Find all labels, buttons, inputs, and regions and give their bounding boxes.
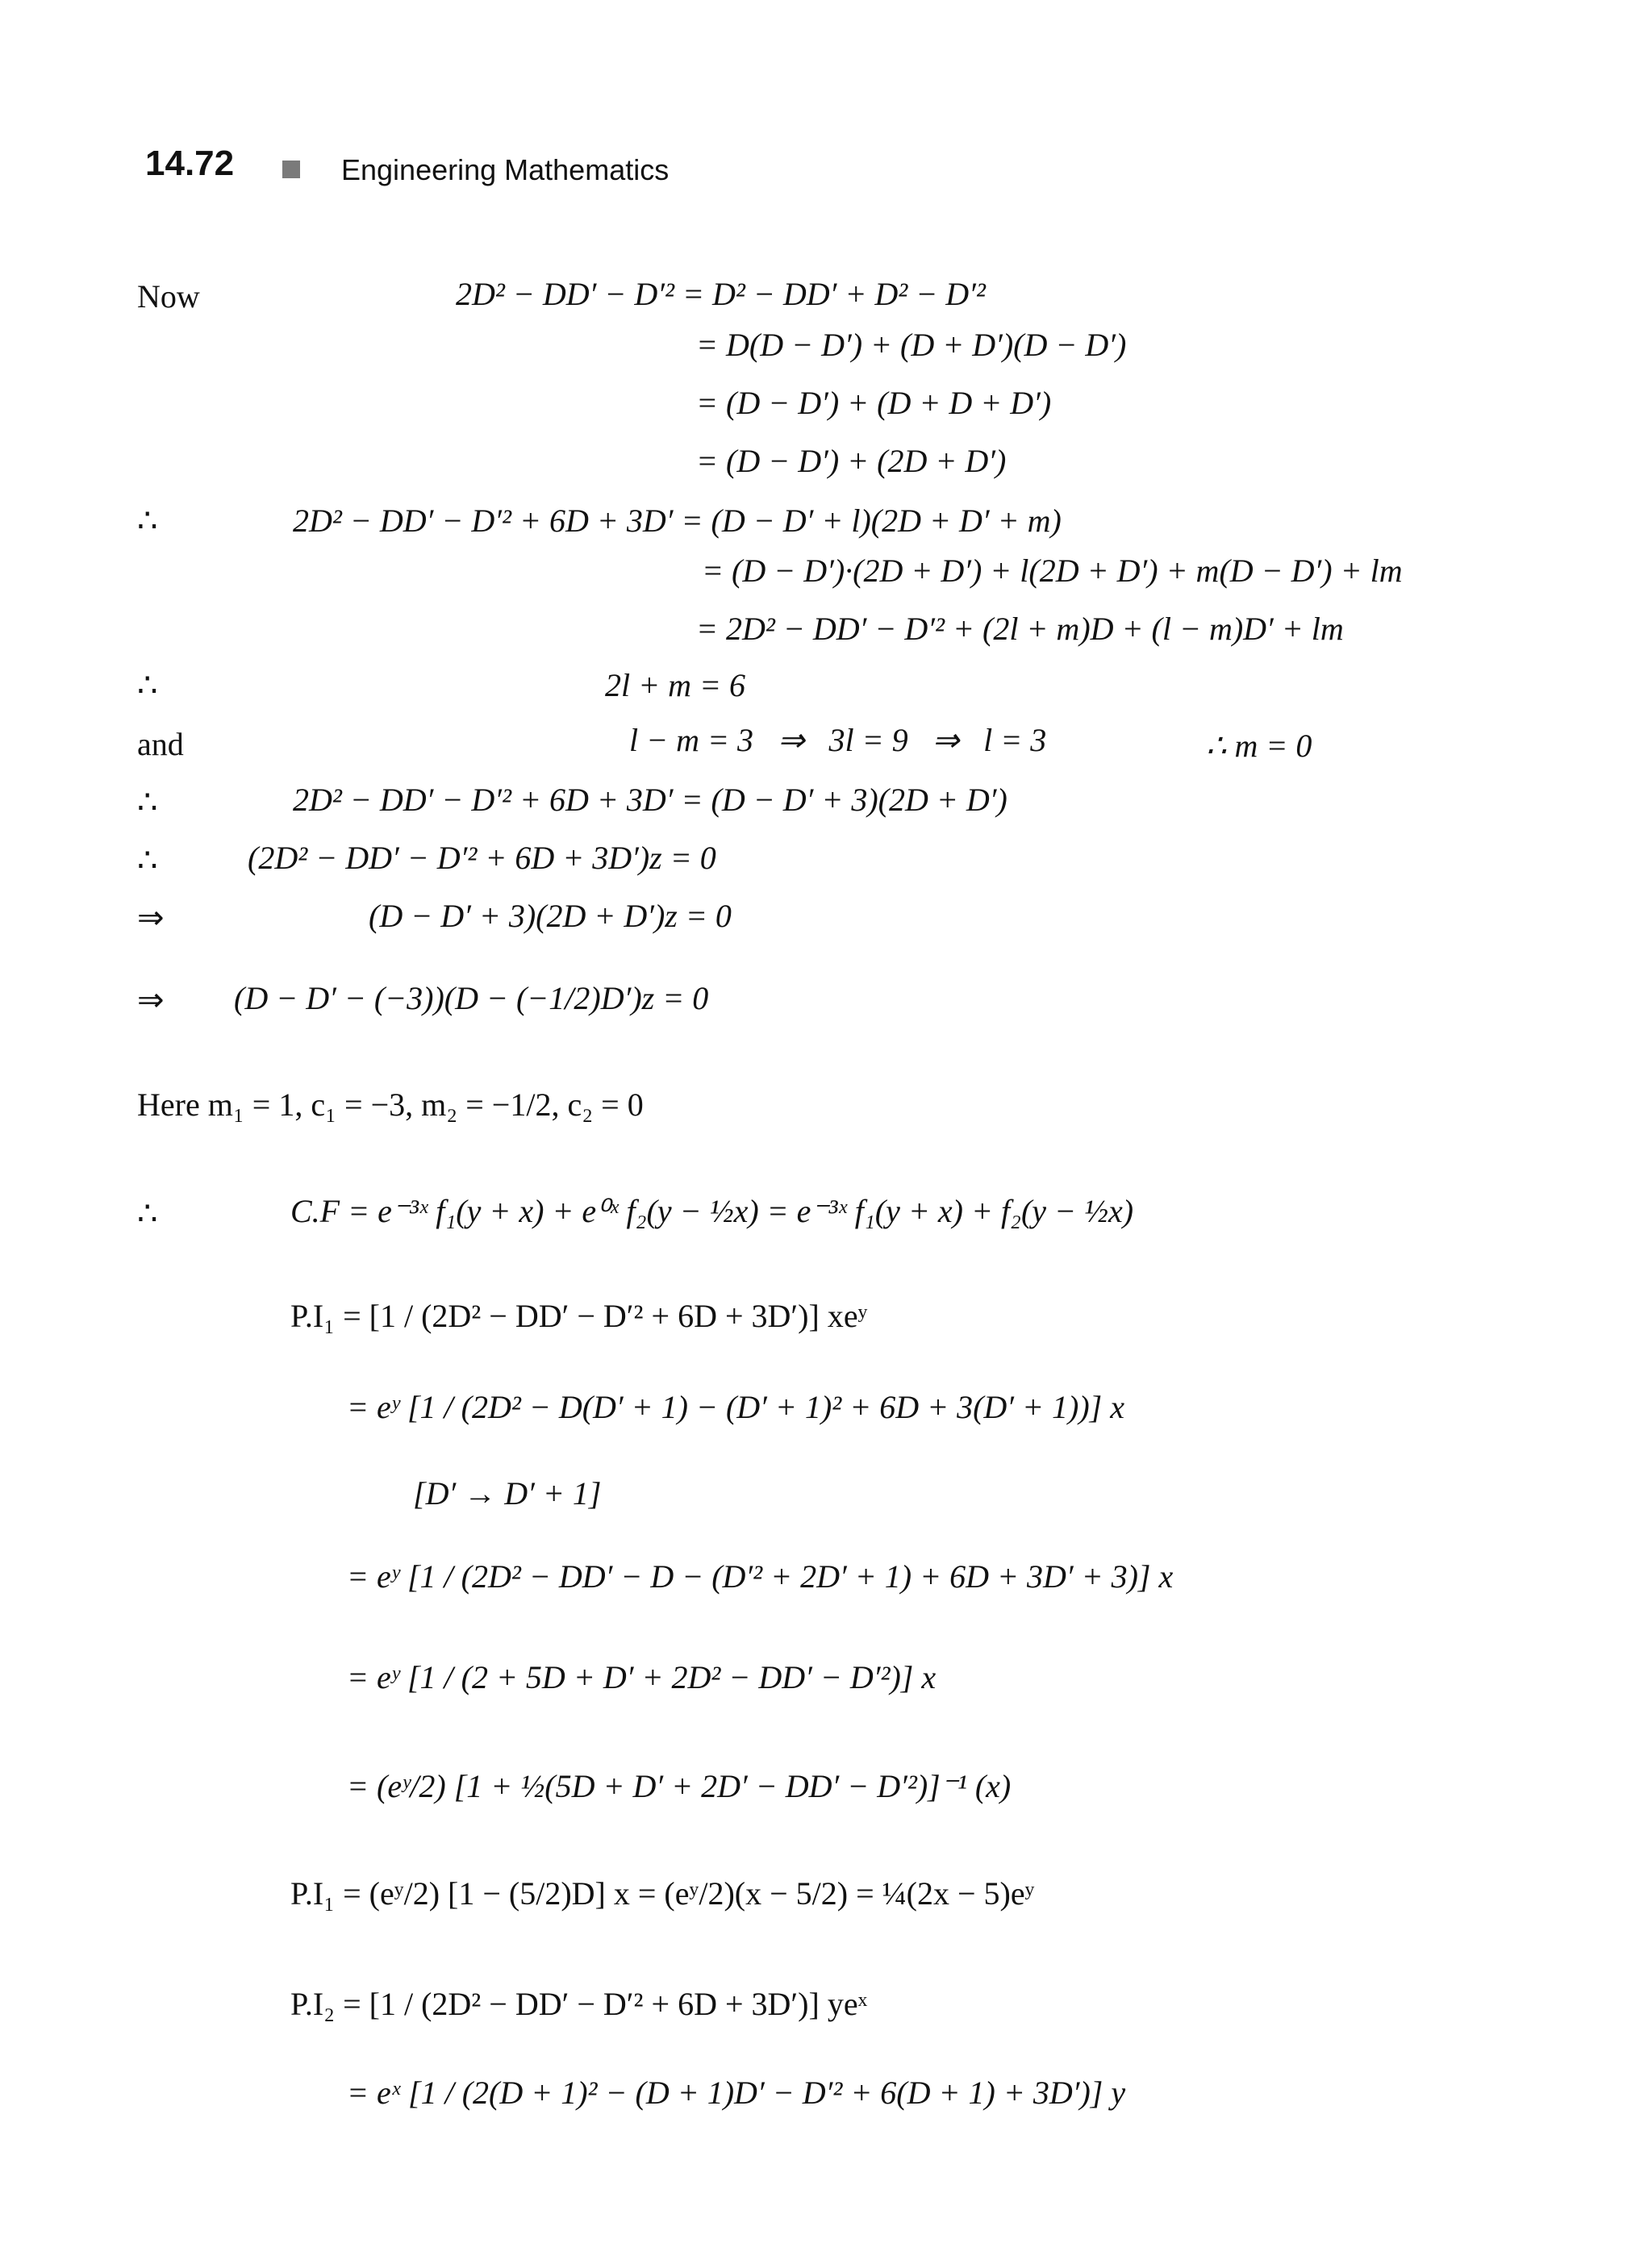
equation-line: (D − D′ − (−3))(D − (−1/2)D′)z = 0 [234, 980, 709, 1016]
equation-line: = (eʸ/2) [1 + ½(5D + D′ + 2D′ − DD′ − D′²)]⁻¹ (x) [347, 1768, 1012, 1804]
equation-line: 2D² − DD′ − D′² = D² − DD′ + D² − D′² [456, 276, 986, 312]
line-label: ⇒ [137, 982, 165, 1018]
page-number: 14.72 [145, 144, 235, 183]
equation-line: = D(D − D′) + (D + D′)(D − D′) [696, 327, 1127, 363]
equation-line: P.I₁ = [1 / (2D² − DD′ − D′² + 6D + 3D′)] xeʸ [290, 1298, 868, 1334]
line-label: ∴ [137, 842, 158, 878]
equation-line: = eʸ [1 / (2D² − DD′ − D − (D′² + 2D′ + 1) + 6D + 3D′ + 3)] x [347, 1558, 1174, 1595]
line-label: ⇒ [137, 899, 165, 936]
equation-line: l − m = 3 ⇒ 3l = 9 ⇒ l = 3 [629, 722, 1047, 758]
equation-line: Here m₁ = 1, c₁ = −3, m₂ = −1/2, c₂ = 0 [137, 1086, 644, 1123]
equation-line: = eˣ [1 / (2(D + 1)² − (D + 1)D′ − D′² + 6(D + 1) + 3D′)] y [347, 2075, 1126, 2111]
equation-line: (2D² − DD′ − D′² + 6D + 3D′)z = 0 [248, 840, 716, 876]
equation-line: 2D² − DD′ − D′² + 6D + 3D′ = (D − D′ + 3)(2D + D′) [293, 782, 1007, 818]
equation-line: = (D − D′)·(2D + D′) + l(2D + D′) + m(D − D′) + lm [702, 553, 1403, 589]
line-label: and [137, 726, 184, 762]
line-label: ∴ [137, 667, 158, 703]
equation-line: P.I₂ = [1 / (2D² − DD′ − D′² + 6D + 3D′)] yeˣ [290, 1986, 868, 2022]
line-label: Now [137, 278, 200, 315]
book-title: Engineering Mathematics [341, 153, 670, 186]
equation-line: = 2D² − DD′ − D′² + (2l + m)D + (l − m)D′ + lm [696, 611, 1344, 647]
equation-note: ∴ m = 0 [1206, 728, 1312, 764]
header-square-marker [282, 161, 300, 178]
substitution-note: [D′ → D′ + 1] [413, 1475, 602, 1512]
equation-line: 2l + m = 6 [605, 667, 745, 703]
equation-line: P.I₁ = (eʸ/2) [1 − (5/2)D] x = (eʸ/2)(x − 5/2) = ¼(2x − 5)eʸ [290, 1875, 1035, 1912]
equation-line: = eʸ [1 / (2 + 5D + D′ + 2D² − DD′ − D′²)] x [347, 1659, 937, 1695]
line-label: ∴ [137, 784, 158, 820]
equation-line: 2D² − DD′ − D′² + 6D + 3D′ = (D − D′ + l)(2D + D′ + m) [293, 502, 1062, 539]
line-label: ∴ [137, 502, 158, 539]
equation-line: = eʸ [1 / (2D² − D(D′ + 1) − (D′ + 1)² + 6D + 3(D′ + 1))] x [347, 1389, 1125, 1425]
equation-line: C.F = e⁻³ˣ f₁(y + x) + e⁰ˣ f₂(y − ½x) = e⁻³ˣ f₁(y + x) + f₂(y − ½x) [290, 1193, 1134, 1229]
line-label: ∴ [137, 1195, 158, 1232]
equation-line: (D − D′ + 3)(2D + D′)z = 0 [369, 898, 732, 934]
equation-line: = (D − D′) + (D + D + D′) [696, 385, 1052, 421]
equation-line: = (D − D′) + (2D + D′) [696, 443, 1007, 479]
